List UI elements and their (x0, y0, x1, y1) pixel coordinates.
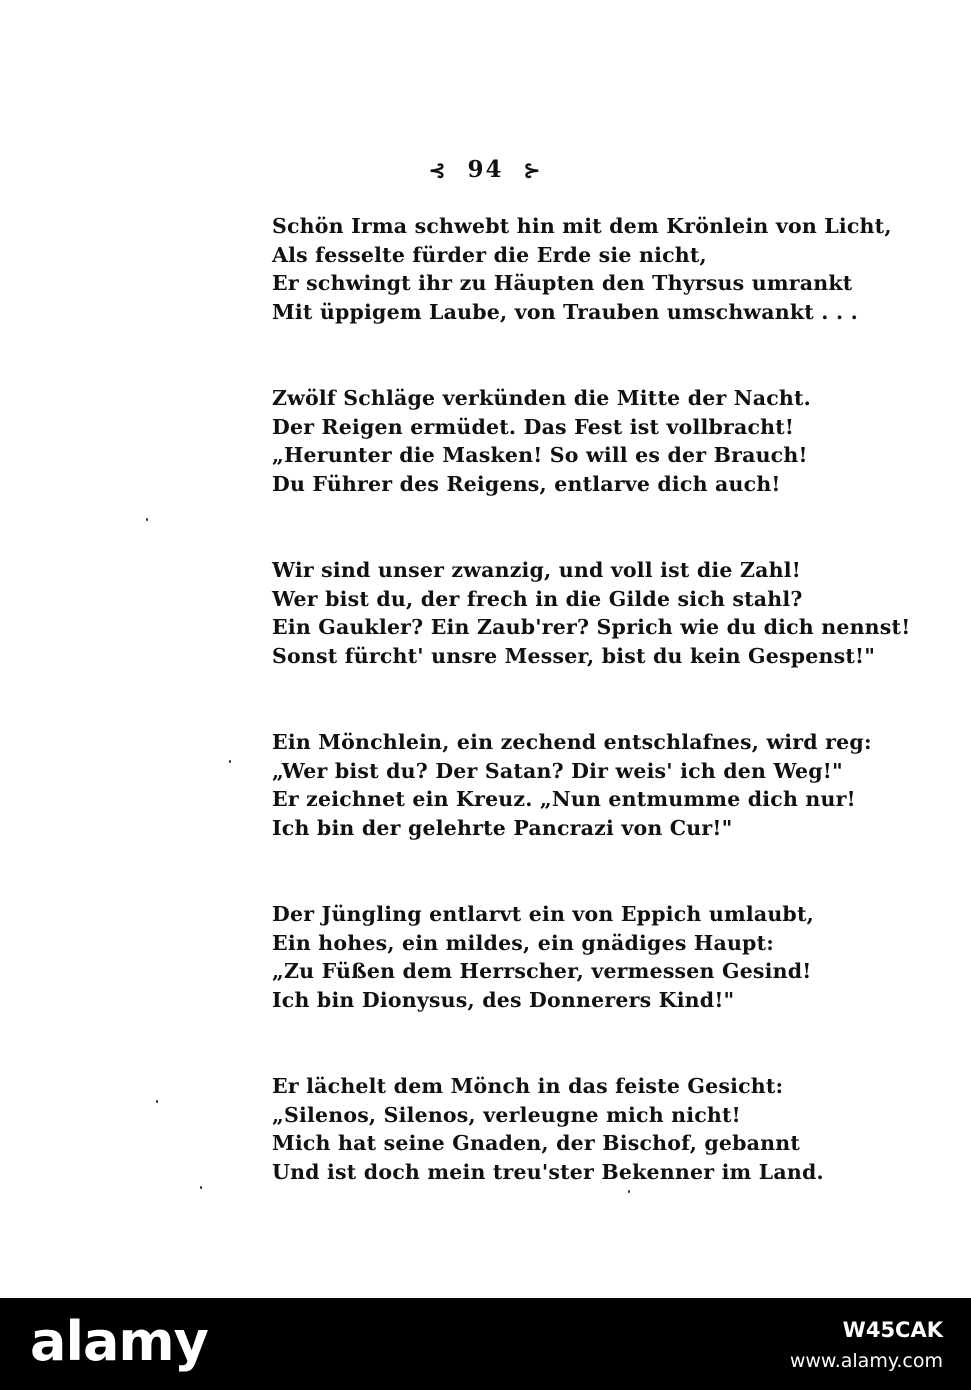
verse-line: Mit üppigem Laube, von Trauben umschwankt . . . (272, 299, 858, 324)
stanza (272, 728, 872, 842)
verse-line: Ein hohes, ein mildes, ein gnädiges Haupt: (272, 930, 775, 955)
page-number-value: 94 (467, 156, 504, 183)
alamy-logo: alamy (30, 1310, 208, 1373)
verse-line: „Wer bist du? Der Satan? Dir weis' ich den Weg!" (272, 758, 843, 783)
verse-line: Und ist doch mein treu'ster Bekenner im Land. (272, 1159, 824, 1184)
verse-line: Sonst fürcht' unsre Messer, bist du kein Gespenst!" (272, 643, 876, 668)
site-url: www.alamy.com (789, 1350, 943, 1372)
verse-line: Der Jüngling entlarvt ein von Eppich umlaubt, (272, 902, 814, 926)
verse-line: Er schwingt ihr zu Häupten den Thyrsus umrankt (272, 271, 853, 295)
verse-line: Schön Irma schwebt hin mit dem Krönlein von Licht, (272, 214, 892, 238)
verse-line: Du Führer des Reigens, entlarve dich auch! (272, 471, 781, 496)
verse-line: Wir sind unser zwanzig, und voll ist die Zahl! (272, 558, 801, 582)
ornament-left-icon: ⊰ (428, 158, 448, 182)
verse-line: Als fesselte fürder die Erde sie nicht, (272, 242, 707, 267)
watermark-footer (0, 1298, 971, 1390)
scan-speck (146, 518, 148, 521)
verse-line: „Herunter die Masken! So will es der Brauch! (272, 443, 808, 467)
ornament-right-icon: ⊱ (523, 158, 543, 182)
scan-speck (628, 1190, 630, 1193)
stanza (272, 556, 911, 670)
stanza (272, 212, 892, 326)
stanza (272, 900, 832, 1014)
verse-line: Der Reigen ermüdet. Das Fest ist vollbracht! (272, 414, 795, 439)
verse-line: Ich bin der gelehrte Pancrazi von Cur!" (272, 815, 733, 840)
poem-body (272, 212, 911, 1244)
verse-line: Ein Mönchlein, ein zechend entschlafnes, wird reg: (272, 730, 872, 754)
image-id: W45CAK (842, 1318, 943, 1342)
verse-line: Ich bin Dionysus, des Donnerers Kind!" (272, 987, 735, 1012)
verse-line: Er lächelt dem Mönch in das feiste Gesicht: (272, 1074, 784, 1098)
verse-line: Zwölf Schläge verkünden die Mitte der Nacht. (272, 386, 812, 410)
scan-speck (200, 1186, 202, 1189)
scan-speck (229, 760, 231, 763)
verse-line: „Zu Füßen dem Herrscher, vermessen Gesind! (272, 959, 812, 983)
verse-line: Ein Gaukler? Ein Zaub'rer? Sprich wie du dich nennst! (272, 615, 911, 639)
stanza (272, 1072, 832, 1186)
verse-line: Wer bist du, der frech in die Gilde sich stahl? (272, 586, 803, 611)
scan-speck (156, 1100, 158, 1103)
page-number (0, 156, 971, 183)
verse-line: Er zeichnet ein Kreuz. „Nun entmumme dich nur! (272, 787, 856, 811)
verse-line: Mich hat seine Gnaden, der Bischof, gebannt (272, 1131, 801, 1155)
verse-line: „Silenos, Silenos, verleugne mich nicht! (272, 1102, 741, 1127)
stanza (272, 384, 832, 498)
